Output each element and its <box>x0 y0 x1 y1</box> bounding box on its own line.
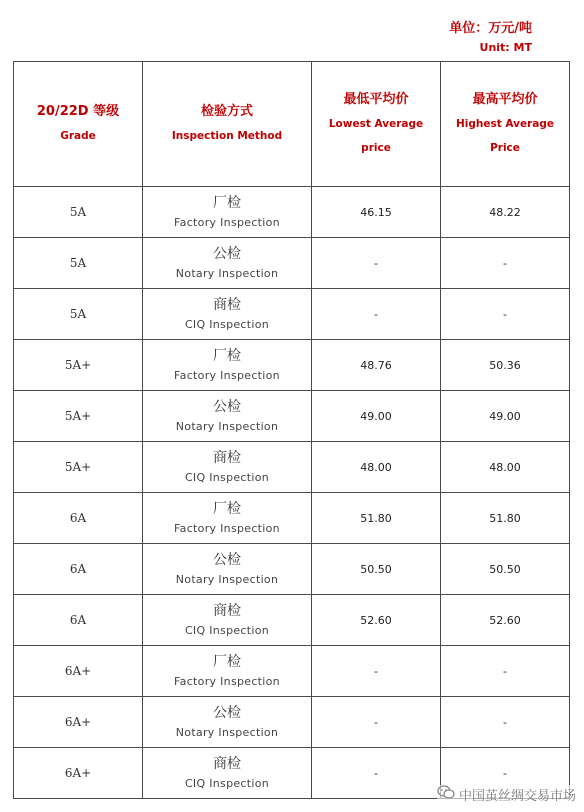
table-row <box>14 340 570 391</box>
table-row <box>14 493 570 544</box>
method-cn: 公检 <box>213 399 241 415</box>
method-cn: 商检 <box>213 603 241 619</box>
lowest-price-cell: - <box>312 646 441 697</box>
lowest-price-cell: 50.50 <box>312 544 441 595</box>
grade-cell: 6A <box>14 544 143 595</box>
lowest-price-cell: - <box>312 697 441 748</box>
method-cell <box>143 340 312 391</box>
highest-price-cell: - <box>441 289 570 340</box>
header-lowest-en-1: Lowest Average <box>328 118 424 130</box>
lowest-price-cell: 51.80 <box>312 493 441 544</box>
unit-cn: 单位：万元/吨 <box>449 21 532 36</box>
method-cell <box>143 442 312 493</box>
method-en: Factory Inspection <box>174 216 280 229</box>
method-en: Factory Inspection <box>174 675 280 688</box>
grade-cell: 6A <box>14 493 143 544</box>
header-grade-cn: 20/22D 等级 <box>36 104 120 119</box>
method-cn: 厂检 <box>213 654 241 670</box>
wechat-icon <box>437 785 459 804</box>
table-row <box>14 442 570 493</box>
lowest-price-cell: 52.60 <box>312 595 441 646</box>
table-row <box>14 391 570 442</box>
table-row <box>14 187 570 238</box>
method-cn: 厂检 <box>213 501 241 517</box>
header-method-en: Inspection Method <box>171 130 283 142</box>
grade-cell: 6A <box>14 595 143 646</box>
method-en: CIQ Inspection <box>184 777 270 790</box>
method-cn: 公检 <box>213 246 241 262</box>
method-cn: 商检 <box>213 297 241 313</box>
grade-cell: 6A+ <box>14 748 143 799</box>
highest-price-cell: 50.50 <box>441 544 570 595</box>
header-highest-en-2: Price <box>490 142 520 154</box>
header-row <box>14 62 570 187</box>
method-cell <box>143 289 312 340</box>
header-highest-cn: 最高平均价 <box>472 92 538 107</box>
highest-price-cell: 48.22 <box>441 187 570 238</box>
header-method-cn: 检验方式 <box>200 104 253 119</box>
method-cn: 商检 <box>213 450 241 466</box>
method-cn: 厂检 <box>213 348 241 364</box>
grade-cell: 5A <box>14 187 143 238</box>
method-cell <box>143 544 312 595</box>
method-cell <box>143 493 312 544</box>
table-row <box>14 289 570 340</box>
method-en: Factory Inspection <box>174 522 280 535</box>
method-cn: 公检 <box>213 705 241 721</box>
method-cell <box>143 646 312 697</box>
grade-cell: 5A <box>14 289 143 340</box>
method-cn: 商检 <box>213 756 241 772</box>
unit-en: Unit: MT <box>479 41 532 54</box>
method-cell <box>143 187 312 238</box>
method-cn: 公检 <box>213 552 241 568</box>
method-en: CIQ Inspection <box>184 624 270 637</box>
method-en: CIQ Inspection <box>184 471 270 484</box>
grade-cell: 5A+ <box>14 391 143 442</box>
lowest-price-cell: - <box>312 748 441 799</box>
header-grade <box>14 62 143 187</box>
grade-cell: 5A <box>14 238 143 289</box>
method-cn: 厂检 <box>213 195 241 211</box>
highest-price-cell: 49.00 <box>441 391 570 442</box>
method-en: Notary Inspection <box>175 267 279 280</box>
method-en: Notary Inspection <box>175 573 279 586</box>
highest-price-cell: - <box>441 238 570 289</box>
header-method <box>143 62 312 187</box>
highest-price-cell: - <box>441 748 570 799</box>
lowest-price-cell: 48.76 <box>312 340 441 391</box>
grade-cell: 6A+ <box>14 697 143 748</box>
header-lowest <box>312 62 441 187</box>
lowest-price-cell: - <box>312 238 441 289</box>
table-row <box>14 544 570 595</box>
header-lowest-cn: 最低平均价 <box>343 92 409 107</box>
highest-price-cell: 51.80 <box>441 493 570 544</box>
method-en: Notary Inspection <box>175 726 279 739</box>
method-cell <box>143 595 312 646</box>
table-row <box>14 238 570 289</box>
lowest-price-cell: 49.00 <box>312 391 441 442</box>
method-cell <box>143 748 312 799</box>
method-cell <box>143 238 312 289</box>
header-grade-en: Grade <box>60 130 96 142</box>
grade-cell: 5A+ <box>14 340 143 391</box>
method-en: Notary Inspection <box>175 420 279 433</box>
table-row <box>14 646 570 697</box>
price-table <box>13 61 570 799</box>
header-highest-en-1: Highest Average <box>455 118 555 130</box>
method-en: CIQ Inspection <box>184 318 270 331</box>
source-watermark <box>437 785 576 804</box>
header-highest <box>441 62 570 187</box>
table-row <box>14 595 570 646</box>
method-cell <box>143 391 312 442</box>
lowest-price-cell: - <box>312 289 441 340</box>
highest-price-cell: 52.60 <box>441 595 570 646</box>
grade-cell: 5A+ <box>14 442 143 493</box>
lowest-price-cell: 48.00 <box>312 442 441 493</box>
highest-price-cell: - <box>441 646 570 697</box>
header-lowest-en-2: price <box>361 142 391 154</box>
grade-cell: 6A+ <box>14 646 143 697</box>
table-row <box>14 697 570 748</box>
highest-price-cell: - <box>441 697 570 748</box>
highest-price-cell: 50.36 <box>441 340 570 391</box>
method-en: Factory Inspection <box>174 369 280 382</box>
highest-price-cell: 48.00 <box>441 442 570 493</box>
lowest-price-cell: 46.15 <box>312 187 441 238</box>
watermark-text: 中国茧丝绸交易市场 <box>458 789 576 804</box>
unit-note <box>449 20 532 56</box>
method-cell <box>143 697 312 748</box>
